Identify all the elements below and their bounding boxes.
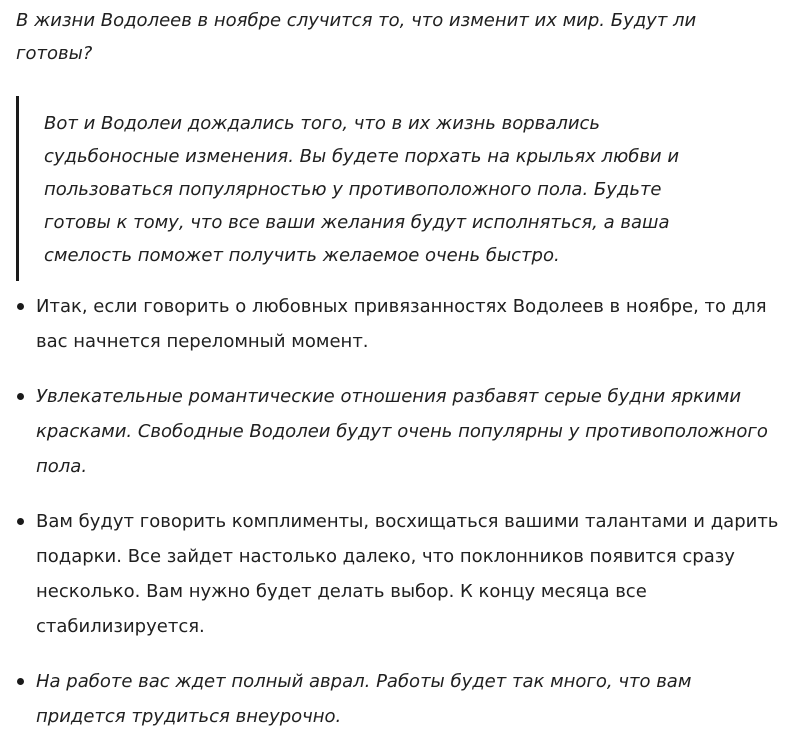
bullet-icon xyxy=(17,678,24,685)
list-item xyxy=(36,504,786,644)
list-item-text: Итак, если говорить о любовных привязанностях Водолеев в ноябре, то для вас начнется переломный момент. xyxy=(36,296,767,352)
blockquote-text: Вот и Водолеи дождались того, что в их жизнь ворвались судьбоносные изменения. Вы будете порхать на крыльях любви и пользоваться популярностью у противоположного пола. Будьте готовы к тому, что все ваши желания будут исполняться, а ваша смелость поможет получить желаемое очень быстро. xyxy=(44,113,680,266)
list-item xyxy=(36,664,786,734)
list-item xyxy=(36,289,786,359)
list-item-text: Увлекательные романтические отношения разбавят серые будни яркими красками. Свободные Водолеи будут очень популярны у противоположного пола. xyxy=(36,386,768,477)
list-item-text: Вам будут говорить комплименты, восхищаться вашими талантами и дарить подарки. Все зайдет настолько далеко, что поклонников появится сразу несколько. Вам нужно будет делать выбор. К концу месяца все стабилизируется. xyxy=(36,511,779,637)
list-item-text: На работе вас ждет полный аврал. Работы будет так много, что вам придется трудиться внеурочно. xyxy=(36,671,692,727)
bullet-icon xyxy=(17,303,24,310)
blockquote xyxy=(16,96,736,281)
list-item xyxy=(36,379,786,484)
bullet-icon xyxy=(17,393,24,400)
bullet-icon xyxy=(17,518,24,525)
intro-paragraph: В жизни Водолеев в ноябре случится то, что изменит их мир. Будут ли готовы? xyxy=(16,10,697,64)
